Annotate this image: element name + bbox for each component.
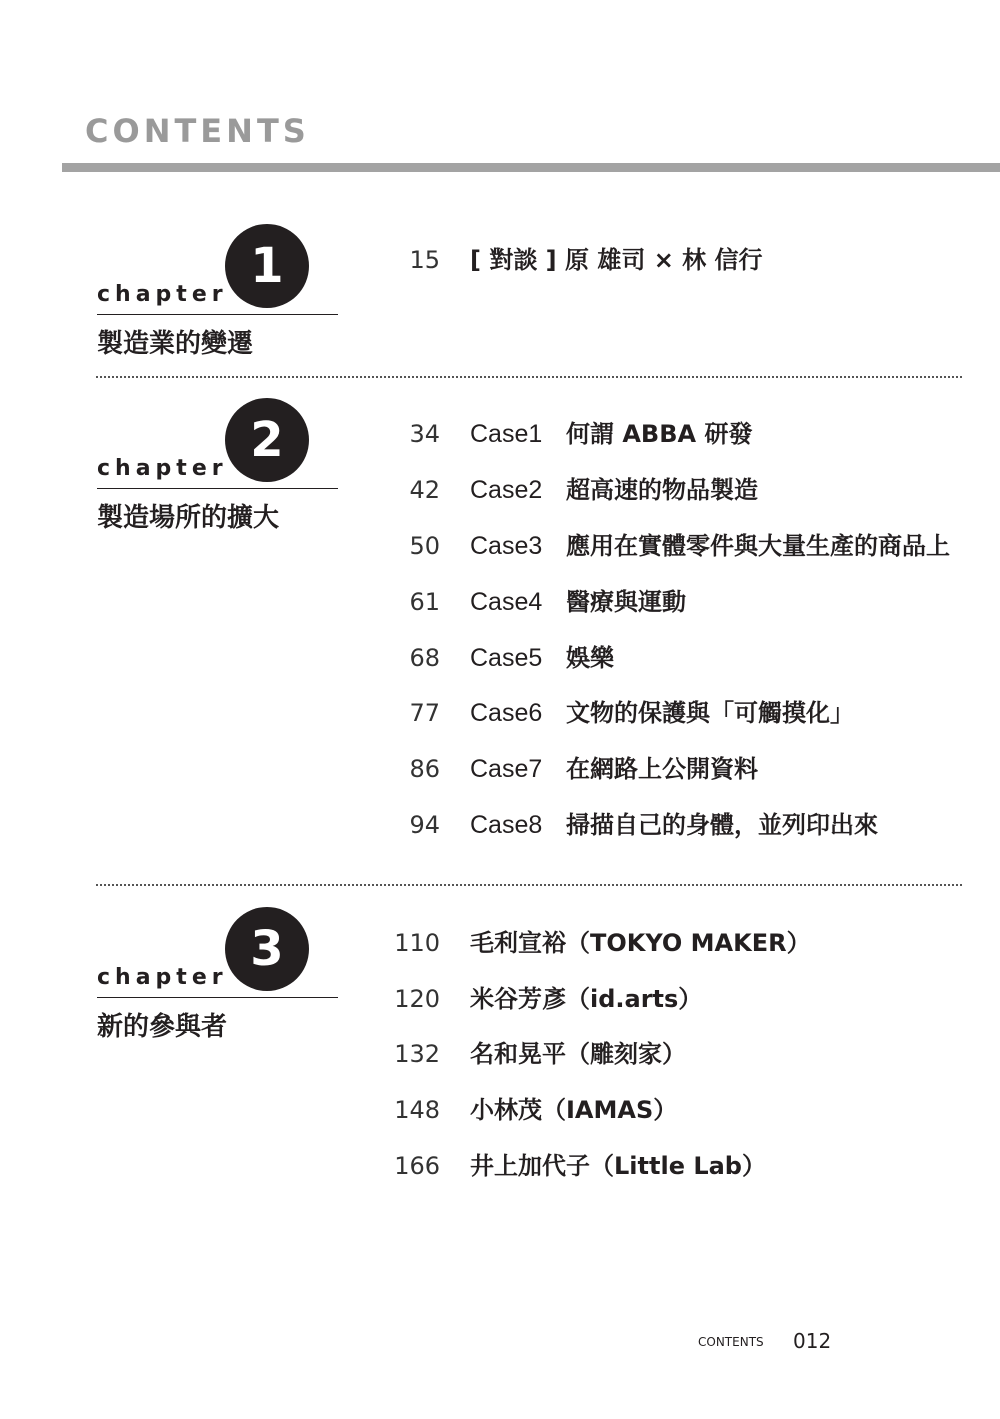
case-label: Case4 (470, 588, 543, 616)
page-title: CONTENTS (85, 112, 310, 150)
entry-title: 毛利宣裕（TOKYO MAKER） (470, 929, 811, 957)
title-bar (62, 163, 1000, 172)
chapter-word: chapter (97, 282, 228, 307)
case-label: Case1 (470, 420, 543, 448)
toc-entry[interactable] (380, 1092, 678, 1128)
case-label: Case8 (470, 811, 543, 839)
chapter-word: chapter (97, 456, 228, 481)
chapter-rule (97, 997, 338, 998)
toc-entry[interactable] (380, 584, 686, 620)
entry-title: [ 對談 ] 原 雄司 × 林 信行 (470, 246, 763, 274)
entry-title: 超高速的物品製造 (566, 476, 758, 504)
page-number: 42 (409, 476, 440, 504)
case-label: Case7 (470, 755, 543, 783)
chapter-word: chapter (97, 965, 228, 990)
chapter-name: 新的參與者 (97, 1012, 228, 1042)
toc-entry[interactable] (380, 640, 614, 676)
toc-entry[interactable] (380, 416, 753, 452)
entry-title: 應用在實體零件與大量生產的商品上 (566, 532, 950, 560)
footer-page-number: 012 (793, 1329, 832, 1353)
entry-title: 井上加代子（Little Lab） (470, 1152, 766, 1180)
case-label: Case6 (470, 699, 543, 727)
entry-title: 掃描自己的身體，並列印出來 (566, 811, 878, 839)
page-number: 34 (409, 420, 440, 448)
toc-entry[interactable] (380, 807, 878, 843)
page-number: 61 (409, 588, 440, 616)
section-divider (96, 884, 962, 886)
toc-entry[interactable] (380, 472, 758, 508)
chapter-number-badge: 3 (225, 907, 309, 991)
section-divider (96, 376, 962, 378)
page-number: 15 (409, 246, 440, 274)
entry-title: 何謂 ABBA 研發 (566, 420, 753, 448)
page-number: 120 (394, 985, 440, 1013)
case-label: Case2 (470, 476, 543, 504)
toc-entry[interactable] (380, 242, 763, 278)
chapter-name: 製造業的變遷 (97, 329, 254, 359)
page-number: 166 (394, 1152, 440, 1180)
case-label: Case5 (470, 644, 543, 672)
entry-title: 米谷芳彥（id.arts） (470, 985, 703, 1013)
page-number: 77 (409, 699, 440, 727)
page-number: 148 (394, 1096, 440, 1124)
entry-title: 醫療與運動 (566, 588, 686, 616)
page-number: 132 (394, 1040, 440, 1068)
entry-title: 名和晃平（雕刻家） (470, 1040, 686, 1068)
page-number: 68 (409, 644, 440, 672)
toc-entry[interactable] (380, 981, 703, 1017)
toc-entry[interactable] (380, 751, 758, 787)
chapter-name: 製造場所的擴大 (97, 503, 280, 533)
toc-entry[interactable] (380, 1036, 686, 1072)
page-number: 50 (409, 532, 440, 560)
page-number: 94 (409, 811, 440, 839)
chapter-rule (97, 314, 338, 315)
toc-entry[interactable] (380, 925, 811, 961)
chapter-number-badge: 1 (225, 224, 309, 308)
chapter-number-badge: 2 (225, 398, 309, 482)
toc-entry[interactable] (380, 528, 950, 564)
toc-entry[interactable] (380, 695, 854, 731)
footer-label: CONTENTS (698, 1335, 764, 1349)
page-number: 86 (409, 755, 440, 783)
toc-entry[interactable] (380, 1148, 766, 1184)
entry-title: 在網路上公開資料 (566, 755, 758, 783)
entry-title: 娛樂 (566, 644, 614, 672)
entry-title: 文物的保護與「可觸摸化」 (566, 699, 854, 727)
chapter-rule (97, 488, 338, 489)
case-label: Case3 (470, 532, 543, 560)
entry-title: 小林茂（IAMAS） (470, 1096, 678, 1124)
page-number: 110 (394, 929, 440, 957)
